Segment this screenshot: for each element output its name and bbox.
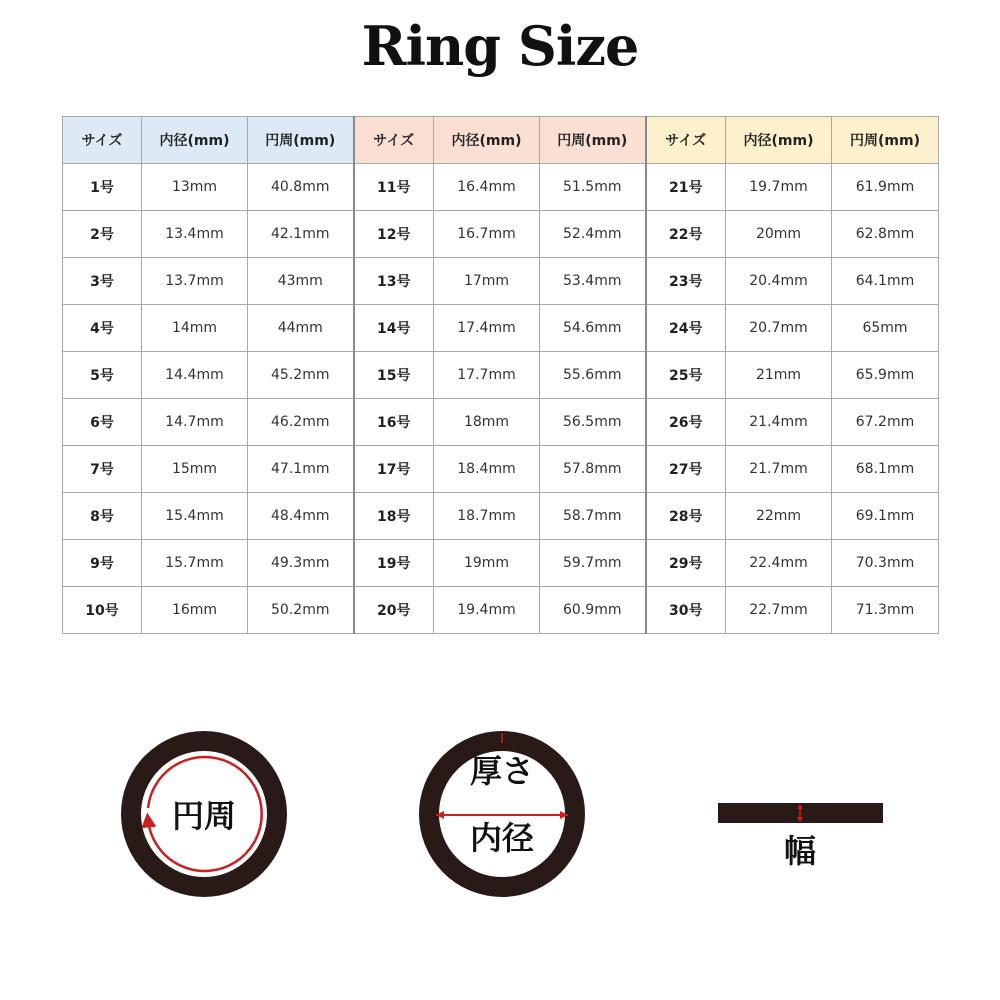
circumference-cell: 68.1mm [832,446,939,493]
circumference-cell: 48.4mm [248,493,354,540]
inner-diameter-cell: 18.7mm [434,493,540,540]
size-cell: 14号 [354,305,434,352]
header-cell: サイズ [63,117,142,164]
size-cell: 23号 [646,258,726,305]
circumference-cell: 51.5mm [540,164,646,211]
inner-diameter-cell: 15.7mm [142,540,248,587]
size-cell: 20号 [354,587,434,634]
size-cell: 28号 [646,493,726,540]
circumference-cell: 69.1mm [832,493,939,540]
size-cell: 30号 [646,587,726,634]
inner-diameter-cell: 17.4mm [434,305,540,352]
inner-diameter-cell: 21.7mm [726,446,832,493]
inner-diameter-cell: 13mm [142,164,248,211]
size-cell: 7号 [63,446,142,493]
circumference-cell: 45.2mm [248,352,354,399]
size-cell: 5号 [63,352,142,399]
inner-diameter-cell: 21mm [726,352,832,399]
size-cell: 12号 [354,211,434,258]
thickness-label: 厚さ [469,752,535,790]
circumference-cell: 44mm [248,305,354,352]
inner-diameter-cell: 14.7mm [142,399,248,446]
inner-diameter-cell: 19.4mm [434,587,540,634]
inner-diameter-cell: 22mm [726,493,832,540]
circumference-cell: 60.9mm [540,587,646,634]
size-cell: 9号 [63,540,142,587]
header-cell: 円周(mm) [248,117,354,164]
size-cell: 6号 [63,399,142,446]
header-cell: サイズ [354,117,434,164]
size-cell: 8号 [63,493,142,540]
circumference-cell: 57.8mm [540,446,646,493]
circumference-cell: 40.8mm [248,164,354,211]
size-cell: 27号 [646,446,726,493]
width-label: 幅 [783,832,817,870]
size-cell: 21号 [646,164,726,211]
inner-diameter-cell: 16.7mm [434,211,540,258]
inner-diameter-diagram [429,733,575,887]
header-cell: 内径(mm) [142,117,248,164]
circumference-cell: 47.1mm [248,446,354,493]
circumference-cell: 42.1mm [248,211,354,258]
circumference-cell: 62.8mm [832,211,939,258]
size-cell: 11号 [354,164,434,211]
circumference-cell: 52.4mm [540,211,646,258]
inner-diameter-cell: 16.4mm [434,164,540,211]
circumference-cell: 71.3mm [832,587,939,634]
circumference-cell: 65.9mm [832,352,939,399]
size-cell: 4号 [63,305,142,352]
size-cell: 18号 [354,493,434,540]
inner-diameter-cell: 14.4mm [142,352,248,399]
inner-diameter-cell: 17.7mm [434,352,540,399]
circumference-cell: 70.3mm [832,540,939,587]
circumference-label: 円周 [171,797,237,835]
inner-diameter-cell: 16mm [142,587,248,634]
size-cell: 13号 [354,258,434,305]
size-cell: 29号 [646,540,726,587]
size-cell: 26号 [646,399,726,446]
circumference-cell: 65mm [832,305,939,352]
header-cell: 内径(mm) [434,117,540,164]
size-cell: 19号 [354,540,434,587]
inner-diameter-label: 内径 [469,819,535,857]
circumference-cell: 55.6mm [540,352,646,399]
inner-diameter-cell: 19.7mm [726,164,832,211]
inner-diameter-cell: 17mm [434,258,540,305]
circumference-cell: 54.6mm [540,305,646,352]
circumference-cell: 59.7mm [540,540,646,587]
page-title: Ring Size [361,14,639,78]
inner-diameter-cell: 14mm [142,305,248,352]
inner-diameter-cell: 20mm [726,211,832,258]
inner-diameter-cell: 21.4mm [726,399,832,446]
inner-diameter-cell: 15.4mm [142,493,248,540]
size-cell: 25号 [646,352,726,399]
inner-diameter-cell: 22.4mm [726,540,832,587]
inner-diameter-cell: 22.7mm [726,587,832,634]
size-cell: 17号 [354,446,434,493]
inner-diameter-cell: 20.4mm [726,258,832,305]
header-cell: 円周(mm) [832,117,939,164]
inner-diameter-cell: 13.7mm [142,258,248,305]
circumference-cell: 58.7mm [540,493,646,540]
size-cell: 10号 [63,587,142,634]
circumference-cell: 53.4mm [540,258,646,305]
circumference-cell: 64.1mm [832,258,939,305]
circumference-cell: 50.2mm [248,587,354,634]
circumference-cell: 61.9mm [832,164,939,211]
inner-diameter-cell: 19mm [434,540,540,587]
header-cell: 円周(mm) [540,117,646,164]
inner-diameter-cell: 20.7mm [726,305,832,352]
circumference-cell: 46.2mm [248,399,354,446]
circumference-diagram [131,741,277,887]
size-cell: 15号 [354,352,434,399]
circumference-cell: 43mm [248,258,354,305]
size-cell: 16号 [354,399,434,446]
size-cell: 2号 [63,211,142,258]
inner-diameter-cell: 18.4mm [434,446,540,493]
size-cell: 22号 [646,211,726,258]
header-cell: 内径(mm) [726,117,832,164]
inner-diameter-cell: 13.4mm [142,211,248,258]
width-diagram [718,803,883,870]
size-cell: 3号 [63,258,142,305]
inner-diameter-cell: 18mm [434,399,540,446]
size-cell: 1号 [63,164,142,211]
size-cell: 24号 [646,305,726,352]
circumference-cell: 49.3mm [248,540,354,587]
inner-diameter-cell: 15mm [142,446,248,493]
circumference-cell: 67.2mm [832,399,939,446]
circumference-cell: 56.5mm [540,399,646,446]
header-cell: サイズ [646,117,726,164]
